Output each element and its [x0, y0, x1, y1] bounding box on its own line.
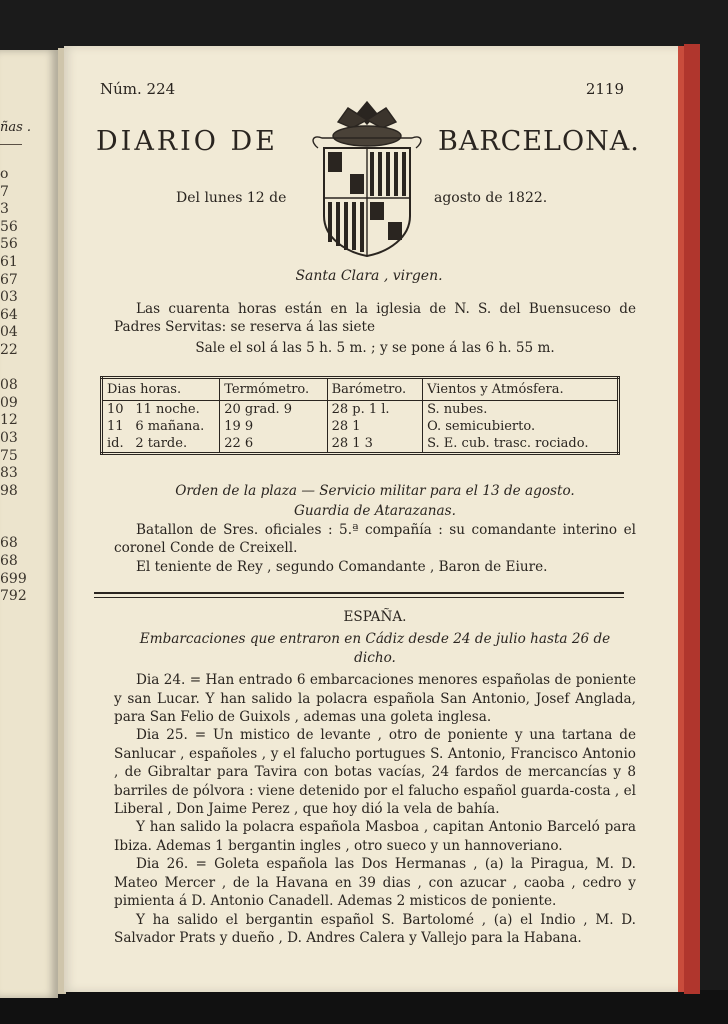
facing-page-number: 83 — [0, 465, 18, 482]
facing-page-number: 7 — [0, 183, 9, 200]
sun-times: Sale el sol á las 5 h. 5 m. ; y se pone á las 6 h. 55 m. — [195, 339, 555, 356]
orden-line-2: El teniente de Rey , segundo Comandante , Baron de Eiure. — [136, 558, 548, 575]
devotion-text: Las cuarenta horas están en la iglesia de N. S. del Buensuceso de Padres Servitas: se reserva á las siete — [114, 301, 636, 336]
book-edge-red — [684, 44, 700, 994]
facing-page-number: 3 — [0, 201, 9, 218]
table-row — [102, 435, 619, 454]
section-divider — [94, 597, 624, 598]
orden-block — [114, 482, 636, 576]
facing-page-number: 64 — [0, 306, 18, 323]
table-cell: 11 — [107, 419, 124, 434]
section-divider — [94, 592, 624, 594]
date-left: Del lunes 12 de — [176, 190, 287, 206]
paragraph: Dia 26. = Goleta española las Dos Hermanas , (a) la Piragua, M. D. Mateo Mercer , de la Havana en 39 dias , con azucar , caoba , cedro y pimienta á D. Antonio Canadell. Ademas 2 misticos de poniente. — [114, 856, 636, 910]
espana-section — [114, 608, 636, 947]
facing-page-number: 56 — [0, 218, 18, 235]
weather-header-days: Dias horas. — [102, 378, 220, 401]
newspaper-page — [64, 46, 684, 992]
table-cell: id. — [107, 436, 124, 451]
facing-page-number: 12 — [0, 412, 18, 429]
masthead-title-left: DIARIO DE — [96, 126, 278, 157]
table-cell: 28 p. 1 l. — [327, 401, 422, 419]
facing-page-number: 03 — [0, 429, 18, 446]
facing-page-number — [0, 518, 27, 536]
section-subtitle: Embarcaciones que entraron en Cádiz desde 24 de julio hasta 26 de dicho. — [139, 631, 611, 666]
table-cell: 28 1 — [327, 418, 422, 435]
table-cell: 10 — [107, 402, 124, 417]
facing-page-number: 792 — [0, 588, 27, 605]
table-cell: 11 noche. — [135, 402, 200, 417]
table-row — [102, 418, 619, 435]
facing-page-number: 61 — [0, 253, 18, 270]
table-cell: 20 grad. 9 — [220, 401, 327, 419]
paragraph: Dia 25. = Un mistico de levante , otro de poniente y una tartana de Sanlucar , españoles , y el falucho portugues S. Antonio, Francisco Antonio , de Gibraltar para Tavira con botas vacías, 24 fardos de mercancías y 8 barriles de pólvora : viene detenido por el falucho español guarda-costa , el Liberal , Don Jaime Perez , que hoy dió la vela de bahía. — [114, 727, 636, 818]
barcelona-coat-of-arms-icon — [308, 98, 426, 260]
facing-page-number: 68 — [0, 535, 18, 552]
facing-page-edge — [0, 50, 58, 998]
section-title: ESPAÑA. — [343, 609, 407, 625]
issue-number: Núm. 224 — [100, 80, 176, 98]
paragraph: Dia 24. = Han entrado 6 embarcaciones menores españolas de poniente y san Lucar. Y han salido la polacra española San Antonio, Josef Anglada, para San Felio de Guixols , ademas una goleta inglesa. — [114, 672, 636, 726]
facing-page-number: 04 — [0, 324, 18, 341]
facing-page-number — [0, 500, 27, 518]
facing-page-numbers — [0, 166, 27, 606]
facing-page-number: 22 — [0, 341, 18, 358]
table-cell: 22 6 — [220, 435, 327, 454]
orden-subheading: Guardia de Atarazanas. — [294, 503, 456, 520]
saint-of-day: Santa Clara , virgen. — [295, 268, 443, 284]
facing-page-number: 75 — [0, 447, 18, 464]
date-right: agosto de 1822. — [434, 190, 548, 206]
facing-page-number: 67 — [0, 271, 18, 288]
orden-line-1: Batallon de Sres. oficiales : 5.ª compañía : su comandante interino el coronel Conde de Creixell. — [114, 521, 636, 557]
weather-table — [100, 376, 620, 455]
table-cell: 2 tarde. — [135, 436, 188, 451]
paragraph: Y han salido la polacra española Masboa , capitan Antonio Barceló para Ibiza. Ademas 1 bergantin ingles , otro sueco y un hannoveriano. — [114, 819, 636, 854]
table-cell: 19 9 — [220, 418, 327, 435]
table-cell: S. nubes. — [423, 401, 619, 419]
facing-page-number: 08 — [0, 377, 18, 394]
facing-page-number — [0, 360, 27, 378]
devotion-block — [114, 300, 636, 357]
weather-header-thermometer: Termómetro. — [220, 378, 327, 401]
orden-heading: Orden de la plaza — Servicio militar para el 13 de agosto. — [175, 483, 575, 499]
page-number: 2119 — [585, 80, 624, 98]
table-cell: 6 mañana. — [135, 419, 205, 434]
facing-page-number: 09 — [0, 394, 18, 411]
table-cell: S. E. cub. trasc. rociado. — [423, 435, 619, 454]
facing-page-number: 699 — [0, 570, 27, 587]
facing-page-fragment: ñas . — [0, 120, 32, 135]
weather-header-winds: Vientos y Atmósfera. — [423, 378, 619, 401]
table-row — [102, 401, 619, 419]
facing-page-number: 03 — [0, 289, 18, 306]
facing-page-number: 56 — [0, 236, 18, 253]
background-frame — [0, 990, 728, 1024]
divider — [0, 144, 22, 145]
facing-page-number: 68 — [0, 553, 18, 570]
facing-page-number: 98 — [0, 482, 18, 499]
masthead-title-right: BARCELONA. — [438, 126, 640, 157]
paragraph: Y ha salido el bergantin español S. Bartolomé , (a) el Indio , M. D. Salvador Prats y dueño , D. Andres Calera y Vallejo para la Habana. — [114, 911, 636, 946]
weather-header-barometer: Barómetro. — [327, 378, 422, 401]
table-cell: O. semicubierto. — [423, 418, 619, 435]
table-cell: 28 1 3 — [327, 435, 422, 454]
facing-page-number: o — [0, 166, 9, 182]
